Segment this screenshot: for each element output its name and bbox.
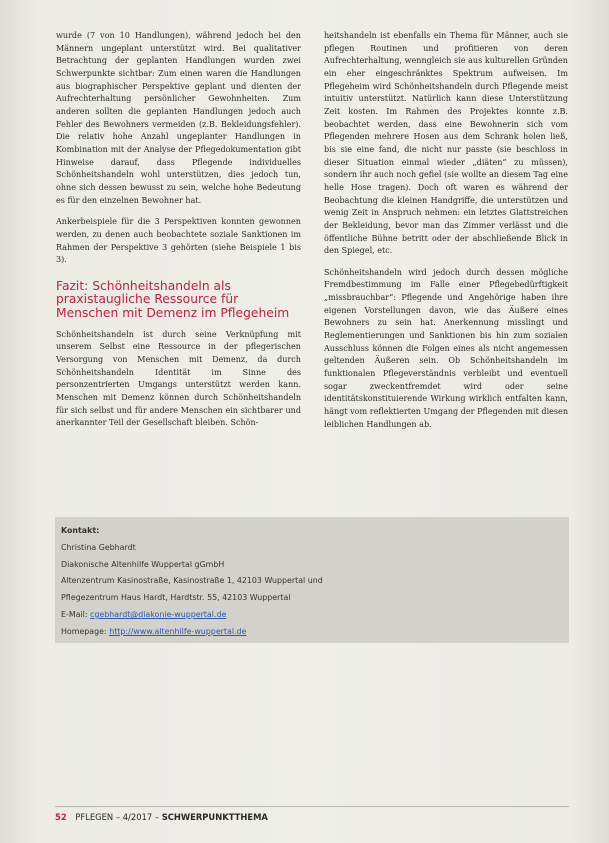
paragraph: Ankerbeispiele für die 3 Perspektiven konnten gewonnen werden, zu denen auch beobachtete soziale Sanktionen im Rahmen der Perspektive 3 gehörten (siehe Beispiele 1 bis 3). xyxy=(56,217,301,265)
contact-address-1: Altenzentrum Kasinostraße, Kasinostraße 1, 42103 Wuppertal und xyxy=(61,576,323,586)
left-column xyxy=(56,30,301,439)
right-column xyxy=(324,30,568,440)
homepage-label: Homepage: xyxy=(61,626,107,636)
contact-title: Kontakt: xyxy=(61,526,100,535)
section-name: SCHWERPUNKTTHEMA xyxy=(161,812,268,822)
email-link[interactable]: cgebhardt@diakonie-wuppertal.de xyxy=(90,609,227,619)
contact-email-row xyxy=(61,607,569,624)
paragraph: Schönheitshandeln wird jedoch durch dessen mögliche Fremdbestimmung im Falle einer Pflegebedürftigkeit „missbrauchbar“: Pflegende und Angehörige haben ihre eigenen Vorstellungen davon, wie das Äußere eines Bewohners zu sein hat. Anerkennung misslingt und Reglementierungen und Sanktionen bis hin zum sozialen Ausschluss können die Folgen eines als nicht angemessen geltenden Äußeren sein. Ob Schönheitshandeln im funktionalen Pflegeverständnis verbleibt und eventuell sogar zweckentfremdet wird oder seine identitätskonstituierende Wirkung wirklich entfalten kann, hängt vom reflektierten Umgang der Pflegenden mit diesen leiblichen Handlungen ab. xyxy=(324,267,568,429)
paragraph: Schönheitshandeln ist durch seine Verknüpfung mit unserem Selbst eine Ressource in der pflegerischen Versorgung von Menschen mit Demenz, da durch Schönheitshandeln Identität im Sinne des personzentrierten Umgangs unterstützt werden kann. Menschen mit Demenz können durch Schönheitshandeln für sich selbst und für andere Menschen ein sichtbarer und anerkannter Teil der Gesellschaft bleiben. Schön- xyxy=(56,329,301,428)
paragraph: heitshandeln ist ebenfalls ein Thema für Männer, auch sie pflegen Routinen und profitieren von deren Aufrechterhaltung, wenngleich sie aus kulturellen Gründen ein eher eingeschränktes Spektrum aufweisen. Im Pflegeheim wird Schönheitshandeln durch Pflegende meist intuitiv unterstützt. Natürlich kann diese Unterstützung Zeit kosten. Im Rahmen des Projektes konnte z.B. beobachtet werden, dass eine Bewohnerin sich vom Pflegenden mehrere Hosen aus dem Schrank holen ließ, bis sie eine fand, die nicht nur passte (sie beschloss in dieser Situation einmal wieder „diäten“ zu müssen), sondern ihr auch noch gefiel (sie wollte an diesem Tag eine helle Hose tragen). Doch oft waren es während der Beobachtung die kleinen Handgriffe, die unterstützen und wenig Zeit in Anspruch nehmen: ein letztes Glattstreichen der Bekleidung, bevor man das Zimmer verlässt und die öffentliche Bühne betritt oder der abschließende Blick in den Spiegel, etc. xyxy=(324,31,568,256)
contact-address-2: Pflegezentrum Haus Hardt, Hardtstr. 55, 42103 Wuppertal xyxy=(61,593,291,603)
contact-box xyxy=(55,517,569,643)
contact-organization: Diakonische Altenhilfe Wuppertal gGmbH xyxy=(61,559,225,569)
homepage-link[interactable]: http://www.altenhilfe-wuppertal.de xyxy=(109,626,247,636)
page-footer xyxy=(55,812,268,822)
contact-name: Christina Gebhardt xyxy=(61,542,136,552)
contact-homepage-row xyxy=(61,624,569,641)
paragraph: wurde (7 von 10 Handlungen), während jedoch bei den Männern ungeplant unterstützt wird. Bei qualitativer Betrachtung der geplanten Handlungen wurden zwei Schwerpunkte sichtbar: Zum einen waren die Handlungen aus biographischer Perspektive geplant und dienten der Aufrechterhaltung persönlicher Gewohnheiten. Zum anderen sollten die geplanten Handlungen jedoch auch Fehler des Bewohners vermeiden (z.B. Bekleidungsfehler). Die relativ hohe Anzahl ungeplanter Handlungen in Kombination mit der Analyse der Pflegedokumentation gibt Hinweise darauf, dass Pflegende individuelles Schönheitshandeln wohl unterstützen, dies jedoch tun, ohne sich dessen bewusst zu sein, welche hohe Bedeutung es für den einzelnen Bewohner hat. xyxy=(56,31,301,205)
footer-divider xyxy=(55,806,569,807)
section-heading: Fazit: Schönheitshandeln als praxistaugliche Ressource für Menschen mit Demenz im Pflegeheim xyxy=(56,278,290,320)
page-number: 52 xyxy=(55,812,67,822)
email-label: E-Mail: xyxy=(61,609,88,619)
journal-issue: PFLEGEN – 4/2017 – xyxy=(75,812,160,822)
